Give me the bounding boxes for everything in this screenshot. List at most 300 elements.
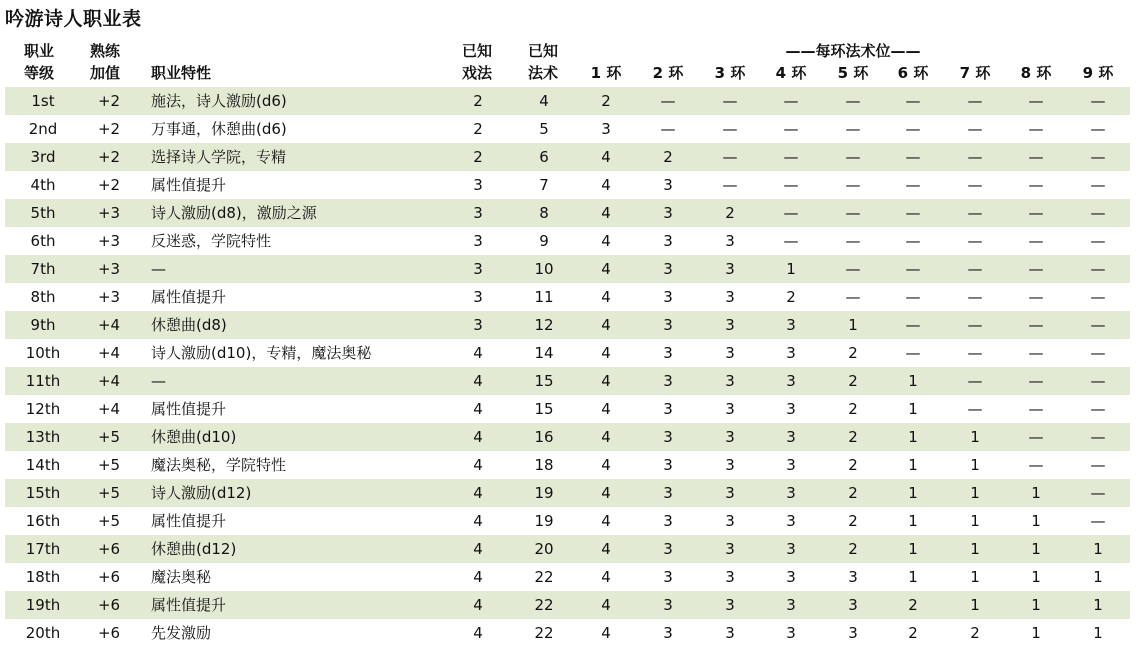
slot-cell-ring-4: 3 [786,428,796,446]
slot-cell-ring-7: — [967,92,983,110]
features-cell: 属性值提升 [151,596,227,614]
features-cell: 属性值提升 [151,400,227,418]
slot-cell-ring-1: 4 [601,456,611,474]
spells-cell: 4 [539,92,549,110]
slot-cell-ring-5: 2 [848,484,858,502]
level-cell: 8th [30,288,56,306]
slot-cell-ring-9: — [1090,288,1106,306]
slot-cell-ring-1: 4 [601,232,611,250]
slot-cell-ring-7: — [967,316,983,334]
slot-cell-ring-9: — [1090,232,1106,250]
slot-cell-ring-9: — [1090,92,1106,110]
table-row [5,479,1130,507]
table-row [5,619,1130,647]
slot-cell-ring-9: — [1090,148,1106,166]
slot-cell-ring-4: 3 [786,568,796,586]
slot-cell-ring-6: 1 [908,568,918,586]
slot-cell-ring-2: 2 [663,148,673,166]
slot-cell-ring-9: — [1090,260,1106,278]
slot-cell-ring-2: 3 [663,540,673,558]
slot-cell-ring-6: — [905,344,921,362]
table-row [5,507,1130,535]
slot-cell-ring-8: 1 [1031,568,1041,586]
slot-cell-ring-5: 3 [848,624,858,642]
slot-cell-ring-9: — [1090,372,1106,390]
slot-cell-ring-1: 4 [601,400,611,418]
cantrips-cell: 4 [473,484,483,502]
slot-cell-ring-2: 3 [663,512,673,530]
cantrips-cell: 3 [473,204,483,222]
slot-cell-ring-1: 4 [601,372,611,390]
slot-cell-ring-6: — [905,316,921,334]
header-ring-2: 2 环 [652,64,684,82]
slot-cell-ring-8: — [1028,372,1044,390]
slot-cell-ring-1: 4 [601,568,611,586]
cantrips-cell: 4 [473,568,483,586]
slot-cell-ring-8: — [1028,288,1044,306]
slot-cell-ring-4: 3 [786,316,796,334]
slot-cell-ring-7: — [967,204,983,222]
slot-cell-ring-9: 1 [1093,568,1103,586]
cantrips-cell: 4 [473,428,483,446]
slot-cell-ring-2: 3 [663,568,673,586]
slot-cell-ring-3: 3 [725,372,735,390]
cantrips-cell: 2 [473,120,483,138]
slot-cell-ring-9: — [1090,316,1106,334]
cantrips-cell: 4 [473,344,483,362]
slot-cell-ring-4: 3 [786,596,796,614]
spells-cell: 22 [534,568,554,586]
proficiency-cell: +6 [97,624,121,642]
proficiency-cell: +2 [97,148,121,166]
header-proficiency: 熟练 加值 [89,42,120,82]
slot-cell-ring-8: — [1028,176,1044,194]
features-cell: 反迷惑，学院特性 [151,232,272,250]
slot-cell-ring-1: 4 [601,512,611,530]
slot-cell-ring-3: 3 [725,484,735,502]
slot-cell-ring-3: 3 [725,400,735,418]
slot-cell-ring-4: — [783,176,799,194]
proficiency-cell: +4 [97,372,121,390]
spells-cell: 12 [534,316,554,334]
slot-cell-ring-8: — [1028,316,1044,334]
features-cell: 施法，诗人激励(d6) [151,92,287,110]
slot-cell-ring-8: — [1028,232,1044,250]
features-cell: — [151,260,166,278]
table-row [5,535,1130,563]
cantrips-cell: 3 [473,316,483,334]
slot-cell-ring-3: — [722,176,738,194]
spells-cell: 5 [539,120,549,138]
slot-cell-ring-6: 1 [908,484,918,502]
slot-cell-ring-5: 2 [848,428,858,446]
table-row [5,171,1130,199]
cantrips-cell: 4 [473,512,483,530]
header-cantrips: 已知 戏法 [461,42,492,82]
spells-cell: 19 [534,484,554,502]
features-cell: 休憩曲(d12) [151,540,237,558]
slot-cell-ring-8: — [1028,428,1044,446]
features-cell: 万事通，休憩曲(d6) [151,120,287,138]
slot-cell-ring-9: — [1090,512,1106,530]
slot-cell-ring-6: 1 [908,540,918,558]
cantrips-cell: 4 [473,372,483,390]
level-cell: 17th [25,540,61,558]
slot-cell-ring-3: 3 [725,596,735,614]
slot-cell-ring-7: — [967,372,983,390]
slot-cell-ring-1: 4 [601,260,611,278]
spells-cell: 9 [539,232,549,250]
features-cell: 诗人激励(d10)，专精，魔法奥秘 [151,344,372,362]
slot-cell-ring-7: — [967,176,983,194]
features-cell: 休憩曲(d8) [151,316,227,334]
slot-cell-ring-5: — [845,120,861,138]
header-ring-6: 6 环 [897,64,929,82]
slot-cell-ring-3: 3 [725,512,735,530]
table-row [5,199,1130,227]
slot-cell-ring-3: 3 [725,568,735,586]
slot-cell-ring-5: — [845,148,861,166]
header-ring-3: 3 环 [714,64,746,82]
proficiency-cell: +2 [97,176,121,194]
table-row [5,143,1130,171]
spells-cell: 20 [534,540,554,558]
slot-cell-ring-4: — [783,232,799,250]
slot-cell-ring-6: — [905,92,921,110]
slot-cell-ring-1: 4 [601,344,611,362]
slot-cell-ring-4: 3 [786,484,796,502]
slot-cell-ring-7: 1 [970,540,980,558]
header-level: 职业 等级 [23,42,54,82]
slot-cell-ring-4: — [783,148,799,166]
slot-cell-ring-9: — [1090,120,1106,138]
slot-cell-ring-2: 3 [663,204,673,222]
table-row [5,591,1130,619]
slot-cell-ring-8: — [1028,148,1044,166]
slot-cell-ring-1: 4 [601,288,611,306]
slot-cell-ring-6: — [905,148,921,166]
slot-cell-ring-1: 4 [601,624,611,642]
proficiency-cell: +6 [97,568,121,586]
slot-cell-ring-5: 2 [848,344,858,362]
slot-cell-ring-5: — [845,176,861,194]
table-row [5,115,1130,143]
slot-cell-ring-4: 3 [786,624,796,642]
slot-cell-ring-8: — [1028,204,1044,222]
slot-cell-ring-7: — [967,148,983,166]
slot-cell-ring-7: 1 [970,568,980,586]
features-cell: 诗人激励(d12) [151,484,252,502]
slot-cell-ring-4: 3 [786,372,796,390]
table-row [5,255,1130,283]
features-cell: 属性值提升 [151,288,227,306]
proficiency-cell: +3 [97,232,121,250]
slot-cell-ring-8: — [1028,120,1044,138]
slot-cell-ring-2: 3 [663,624,673,642]
slot-cell-ring-9: — [1090,204,1106,222]
slot-cell-ring-1: 2 [601,92,611,110]
slot-cell-ring-1: 4 [601,428,611,446]
slot-cell-ring-9: 1 [1093,596,1103,614]
slot-cell-ring-8: — [1028,400,1044,418]
slot-cell-ring-4: 1 [786,260,796,278]
slot-cell-ring-3: — [722,148,738,166]
spells-cell: 15 [534,400,554,418]
slot-cell-ring-2: 3 [663,428,673,446]
proficiency-cell: +2 [97,92,121,110]
slot-cell-ring-4: 3 [786,512,796,530]
cantrips-cell: 3 [473,176,483,194]
features-cell: 先发激励 [151,624,212,642]
slot-cell-ring-6: 2 [908,596,918,614]
slot-cell-ring-3: 3 [725,260,735,278]
header-ring-7: 7 环 [959,64,991,82]
level-cell: 3rd [30,148,56,166]
table-row [5,283,1130,311]
slot-cell-ring-2: 3 [663,316,673,334]
slot-cell-ring-3: 3 [725,316,735,334]
table-header [0,40,1141,86]
slot-cell-ring-3: 2 [725,204,735,222]
header-spells: 已知 法术 [527,42,558,82]
slot-cell-ring-2: — [660,92,676,110]
slot-cell-ring-5: 3 [848,568,858,586]
spells-cell: 19 [534,512,554,530]
slot-cell-ring-7: — [967,400,983,418]
header-ring-9: 9 环 [1082,64,1114,82]
slot-cell-ring-6: — [905,288,921,306]
slot-cell-ring-5: — [845,260,861,278]
level-cell: 14th [25,456,61,474]
slot-cell-ring-2: 3 [663,288,673,306]
slot-cell-ring-2: 3 [663,596,673,614]
header-ring-4: 4 环 [775,64,807,82]
spells-cell: 18 [534,456,554,474]
slot-cell-ring-3: 3 [725,232,735,250]
slot-cell-ring-6: 1 [908,428,918,446]
slot-cell-ring-1: 3 [601,120,611,138]
cantrips-cell: 3 [473,288,483,306]
slot-cell-ring-5: 1 [848,316,858,334]
slot-cell-ring-5: 2 [848,512,858,530]
slot-cell-ring-2: 3 [663,344,673,362]
features-cell: 魔法奥秘 [151,568,212,586]
slot-cell-ring-7: 1 [970,456,980,474]
slot-cell-ring-1: 4 [601,204,611,222]
proficiency-cell: +3 [97,288,121,306]
slot-cell-ring-4: 2 [786,288,796,306]
level-cell: 5th [30,204,56,222]
spells-cell: 22 [534,624,554,642]
slot-cell-ring-1: 4 [601,596,611,614]
slot-cell-ring-2: 3 [663,232,673,250]
slot-cell-ring-4: 3 [786,344,796,362]
proficiency-cell: +3 [97,204,121,222]
slot-cell-ring-9: — [1090,428,1106,446]
slot-cell-ring-4: 3 [786,540,796,558]
slot-cell-ring-2: 3 [663,176,673,194]
header-features: 职业特性 [151,64,212,82]
table-row [5,367,1130,395]
table-row [5,311,1130,339]
slot-cell-ring-7: — [967,288,983,306]
slot-cell-ring-9: — [1090,400,1106,418]
proficiency-cell: +4 [97,344,121,362]
spells-cell: 14 [534,344,554,362]
slot-cell-ring-8: 1 [1031,512,1041,530]
features-cell: 选择诗人学院，专精 [151,148,287,166]
table-row [5,339,1130,367]
slot-cell-ring-7: 2 [970,624,980,642]
slot-cell-ring-3: 3 [725,624,735,642]
header-ring-1: 1 环 [590,64,622,82]
cantrips-cell: 4 [473,624,483,642]
slot-cell-ring-8: 1 [1031,624,1041,642]
slot-cell-ring-7: — [967,120,983,138]
slot-cell-ring-5: 3 [848,596,858,614]
level-cell: 18th [25,568,61,586]
table-row [5,395,1130,423]
slot-cell-ring-1: 4 [601,176,611,194]
level-cell: 9th [30,316,56,334]
slot-cell-ring-7: — [967,232,983,250]
proficiency-cell: +6 [97,540,121,558]
slot-cell-ring-9: — [1090,344,1106,362]
slot-cell-ring-7: — [967,344,983,362]
slot-cell-ring-6: — [905,120,921,138]
slot-cell-ring-4: — [783,120,799,138]
slot-cell-ring-6: 2 [908,624,918,642]
proficiency-cell: +6 [97,596,121,614]
level-cell: 12th [25,400,61,418]
slot-cell-ring-5: — [845,288,861,306]
slot-cell-ring-2: 3 [663,372,673,390]
slot-cell-ring-5: 2 [848,540,858,558]
slot-cell-ring-1: 4 [601,484,611,502]
slot-cell-ring-8: 1 [1031,540,1041,558]
header-slots-caption: ——每环法术位—— [785,42,921,60]
table-row [5,87,1130,115]
slot-cell-ring-5: — [845,204,861,222]
proficiency-cell: +4 [97,316,121,334]
slot-cell-ring-9: — [1090,456,1106,474]
slot-cell-ring-6: 1 [908,400,918,418]
cantrips-cell: 4 [473,596,483,614]
features-cell: 休憩曲(d10) [151,428,237,446]
cantrips-cell: 3 [473,232,483,250]
slot-cell-ring-1: 4 [601,540,611,558]
slot-cell-ring-4: 3 [786,456,796,474]
slot-cell-ring-2: — [660,120,676,138]
cantrips-cell: 3 [473,260,483,278]
proficiency-cell: +5 [97,484,121,502]
slot-cell-ring-4: 3 [786,400,796,418]
slot-cell-ring-3: 3 [725,540,735,558]
slot-cell-ring-5: 2 [848,400,858,418]
proficiency-cell: +2 [97,120,121,138]
spells-cell: 16 [534,428,554,446]
proficiency-cell: +5 [97,512,121,530]
slot-cell-ring-8: 1 [1031,484,1041,502]
slot-cell-ring-8: 1 [1031,596,1041,614]
header-ring-8: 8 环 [1020,64,1052,82]
slot-cell-ring-8: — [1028,344,1044,362]
table-row [5,227,1130,255]
slot-cell-ring-4: — [783,92,799,110]
level-cell: 15th [25,484,61,502]
slot-cell-ring-6: 1 [908,456,918,474]
slot-cell-ring-5: — [845,232,861,250]
slot-cell-ring-6: — [905,260,921,278]
slot-cell-ring-6: — [905,204,921,222]
level-cell: 16th [25,512,61,530]
slot-cell-ring-6: — [905,232,921,250]
slot-cell-ring-8: — [1028,92,1044,110]
features-cell: 诗人激励(d8)，激励之源 [151,204,317,222]
table-row [5,563,1130,591]
level-cell: 1st [31,92,55,110]
slot-cell-ring-2: 3 [663,484,673,502]
level-cell: 6th [30,232,56,250]
cantrips-cell: 2 [473,148,483,166]
slot-cell-ring-5: 2 [848,372,858,390]
slot-cell-ring-6: — [905,176,921,194]
slot-cell-ring-8: — [1028,456,1044,474]
cantrips-cell: 4 [473,540,483,558]
slot-cell-ring-8: — [1028,260,1044,278]
spells-cell: 6 [539,148,549,166]
cantrips-cell: 2 [473,92,483,110]
slot-cell-ring-3: — [722,92,738,110]
level-cell: 10th [25,344,61,362]
level-cell: 4th [30,176,56,194]
spells-cell: 8 [539,204,549,222]
spells-cell: 7 [539,176,549,194]
class-table [5,87,1130,647]
slot-cell-ring-9: — [1090,176,1106,194]
slot-cell-ring-7: — [967,260,983,278]
proficiency-cell: +5 [97,456,121,474]
cantrips-cell: 4 [473,400,483,418]
level-cell: 7th [30,260,56,278]
slot-cell-ring-7: 1 [970,512,980,530]
slot-cell-ring-5: — [845,92,861,110]
slot-cell-ring-3: 3 [725,288,735,306]
level-cell: 13th [25,428,61,446]
slot-cell-ring-9: — [1090,484,1106,502]
cantrips-cell: 4 [473,456,483,474]
slot-cell-ring-2: 3 [663,400,673,418]
features-cell: 魔法奥秘，学院特性 [151,456,287,474]
spells-cell: 10 [534,260,554,278]
spells-cell: 15 [534,372,554,390]
features-cell: — [151,372,166,390]
slot-cell-ring-9: 1 [1093,624,1103,642]
page-title: 吟游诗人职业表 [5,8,142,30]
slot-cell-ring-3: 3 [725,456,735,474]
slot-cell-ring-6: 1 [908,512,918,530]
slot-cell-ring-2: 3 [663,456,673,474]
slot-cell-ring-5: 2 [848,456,858,474]
slot-cell-ring-7: 1 [970,596,980,614]
level-cell: 11th [25,372,61,390]
slot-cell-ring-3: — [722,120,738,138]
slot-cell-ring-3: 3 [725,428,735,446]
slot-cell-ring-7: 1 [970,428,980,446]
slot-cell-ring-3: 3 [725,344,735,362]
proficiency-cell: +4 [97,400,121,418]
slot-cell-ring-1: 4 [601,316,611,334]
